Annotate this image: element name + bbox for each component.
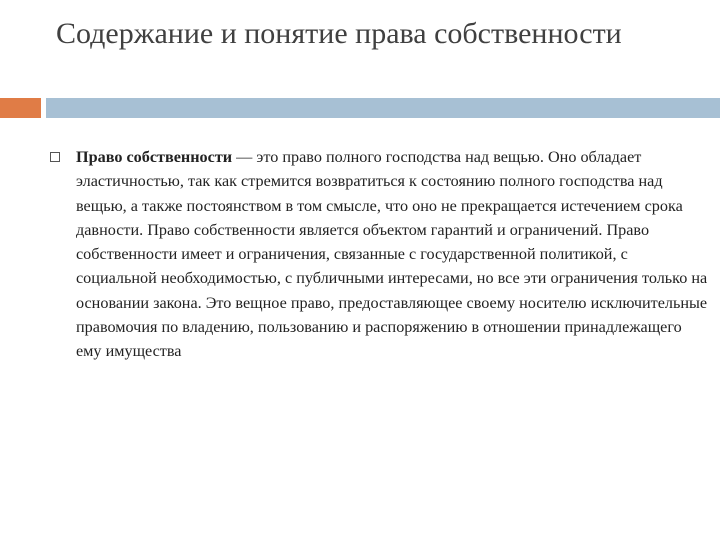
title-divider-accent [0, 98, 41, 118]
slide-title: Содержание и понятие права собственности [56, 17, 622, 50]
bullet-term: Право собственности [76, 148, 233, 166]
hollow-square-bullet-icon [50, 152, 60, 162]
bullet-text: — это право полного господства над вещью. Оно обладает эластичностью, так как стремится возвратиться к состоянию полного господства над вещью, а также постоянством в том смысле, что оно не прекращается истечением срока давности. Право собственности является объектом гарантий и ограничений. Право собственности имеет и ограничения, связанные с государственной политикой, с социальной необходимостью, с публичными интересами, но все эти ограничения только на основании закона. Это вещное право, предоставляющее своему носителю исключительные правомочия по владению, пользованию и распоряжению в отношении принадлежащего ему имущества [76, 148, 708, 361]
bullet-paragraph [76, 145, 708, 364]
title-divider-bar [46, 98, 720, 118]
